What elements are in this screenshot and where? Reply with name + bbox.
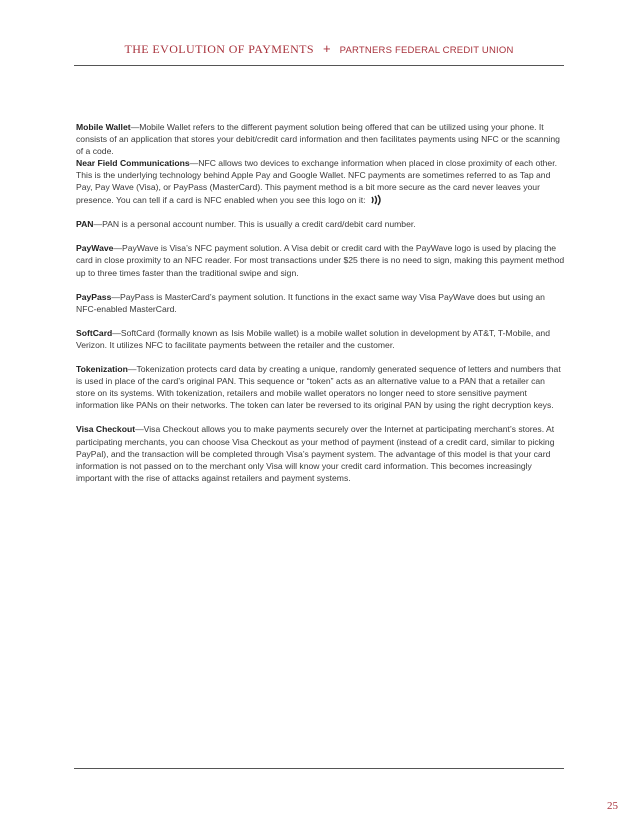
header-rule — [74, 65, 564, 66]
definition-nfc: —NFC allows two devices to exchange information when placed in close proximity of each other. This is the underlying technology behind Apple Pay and Google Wallet. NFC payments are sometimes referred to as Tap and Pay, Pay Wave (Visa), or PayPass (MasterCard). This payment method is a bit more secure as the card never leaves your presence. You can tell if a card is NFC enabled when you see this logo on it: — [76, 158, 557, 205]
definition-mobile-wallet: —Mobile Wallet refers to the different payment solution being offered that can be utilized using your phone. It consists of an application that stores your debit/credit card information and then facilitates payments using NFC or the scanning of a code. — [76, 122, 560, 157]
glossary-entry-paywave — [76, 242, 566, 278]
glossary-entry-mobile-wallet — [76, 121, 566, 157]
glossary-entry-nfc — [76, 157, 566, 206]
definition-paywave: —PayWave is Visa’s NFC payment solution. A Visa debit or credit card with the PayWave logo is used by placing the card in close proximity to an NFC reader. For most transactions under $25 there is no need to sign, making this payment method up to three times faster than the traditional swipe and sign. — [76, 243, 565, 278]
header-organization: PARTNERS FEDERAL CREDIT UNION — [339, 45, 514, 56]
glossary-entry-tokenization — [76, 363, 566, 411]
term-visa-checkout: Visa Checkout — [76, 424, 136, 435]
definition-paypass: —PayPass is MasterCard’s payment solution. It functions in the exact same way Visa PayWave does but using an NFC-enabled MasterCard. — [76, 291, 545, 314]
definition-softcard: —SoftCard (formally known as Isis Mobile wallet) is a mobile wallet solution in development by AT&T, T-Mobile, and Verizon. It utilizes NFC to facilitate payments between the retailer and the customer. — [76, 327, 550, 350]
definition-pan: —PAN is a personal account number. This is usually a credit card/debit card number. — [93, 219, 416, 230]
term-tokenization: Tokenization — [76, 364, 128, 375]
glossary-entry-visa-checkout — [76, 423, 566, 483]
header-separator: + — [323, 41, 331, 56]
glossary-entry-pan — [76, 218, 566, 230]
term-mobile-wallet: Mobile Wallet — [76, 122, 131, 132]
term-softcard: SoftCard — [76, 327, 113, 338]
page-header — [0, 41, 638, 57]
page-number: 25 — [607, 800, 618, 812]
term-nfc: Near Field Communications — [76, 158, 190, 169]
glossary-entry-paypass — [76, 291, 566, 315]
definition-tokenization: —Tokenization protects card data by creating a unique, randomly generated sequence of letters and numbers that is used in place of the card’s original PAN. This sequence or “token” acts as an alternative value to a PAN that a retailer can store on its systems. With tokenization, retailers and mobile wallet operators no longer need to store sensitive payment information like PANs on their networks. The token can later be reversed to its original PAN by using the right decryption keys. — [76, 364, 561, 411]
glossary-entry-softcard — [76, 327, 566, 351]
definition-visa-checkout: —Visa Checkout allows you to make payments securely over the Internet at participating merchant’s stores. At participating merchants, you can choose Visa Checkout as your method of payment (instead of a credit card, similar to picking PayPal), and the transaction will be completed through Visa’s payment system. The advantage of this model is that your card information is not passed on to the merchant only Visa will know your credit card information. This becomes increasingly important with the rise of attacks against retailers and payment systems. — [76, 424, 555, 483]
contactless-icon — [370, 194, 384, 206]
footer-rule — [74, 768, 564, 769]
term-paypass: PayPass — [76, 291, 112, 302]
header-title: THE EVOLUTION OF PAYMENTS — [124, 42, 314, 56]
term-paywave: PayWave — [76, 243, 114, 254]
glossary-content — [76, 121, 566, 484]
term-pan: PAN — [76, 219, 94, 230]
